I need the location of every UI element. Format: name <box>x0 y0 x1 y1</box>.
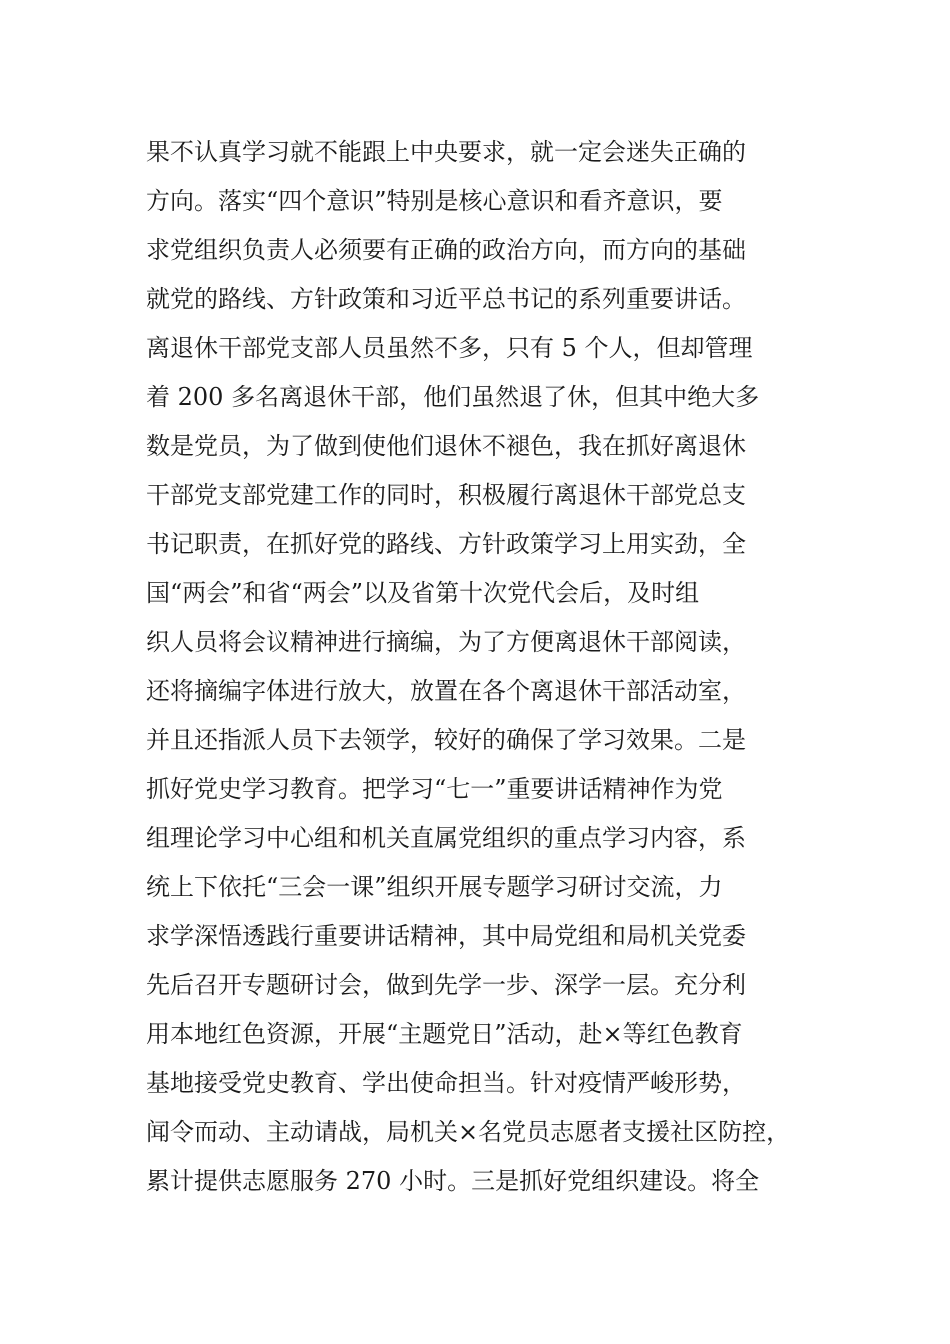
text-line: 果不认真学习就不能跟上中央要求，就一定会迷失正确的 <box>146 138 746 166</box>
body-text <box>146 128 826 1206</box>
text-line: 求党组织负责人必须要有正确的政治方向，而方向的基础 <box>146 236 746 264</box>
text-line: 累计提供志愿服务 270 小时。三是抓好党组织建设。将全 <box>146 1167 760 1195</box>
text-line: 基地接受党史教育、学出使命担当。针对疫情严峻形势， <box>146 1069 746 1097</box>
text-line: 国“两会”和省“两会”以及省第十次党代会后，及时组 <box>146 579 700 607</box>
text-line: 还将摘编字体进行放大，放置在各个离退休干部活动室， <box>146 677 746 705</box>
text-line: 方向。落实“四个意识”特别是核心意识和看齐意识，要 <box>146 187 723 215</box>
text-line: 统上下依托“三会一课”组织开展专题学习研讨交流，力 <box>146 873 723 901</box>
text-line: 先后召开专题研讨会，做到先学一步、深学一层。充分利 <box>146 971 746 999</box>
text-line: 求学深悟透践行重要讲话精神，其中局党组和局机关党委 <box>146 922 746 950</box>
text-line: 用本地红色资源，开展“主题党日”活动，赴×等红色教育 <box>146 1020 743 1048</box>
text-line: 干部党支部党建工作的同时，积极履行离退休干部党总支 <box>146 481 746 509</box>
text-line: 离退休干部党支部人员虽然不多，只有 5 个人，但却管理 <box>146 334 753 362</box>
text-line: 着 200 多名离退休干部，他们虽然退了休，但其中绝大多 <box>146 383 760 411</box>
text-line: 组理论学习中心组和机关直属党组织的重点学习内容，系 <box>146 824 746 852</box>
text-line: 闻令而动、主动请战，局机关×名党员志愿者支援社区防控， <box>146 1118 791 1146</box>
text-line: 抓好党史学习教育。把学习“七一”重要讲话精神作为党 <box>146 775 723 803</box>
text-line: 书记职责，在抓好党的路线、方针政策学习上用实劲，全 <box>146 530 746 558</box>
text-line: 织人员将会议精神进行摘编，为了方便离退休干部阅读， <box>146 628 746 656</box>
text-line: 并且还指派人员下去领学，较好的确保了学习效果。二是 <box>146 726 746 754</box>
text-line: 就党的路线、方针政策和习近平总书记的系列重要讲话。 <box>146 285 746 313</box>
text-line: 数是党员，为了做到使他们退休不褪色，我在抓好离退休 <box>146 432 746 460</box>
